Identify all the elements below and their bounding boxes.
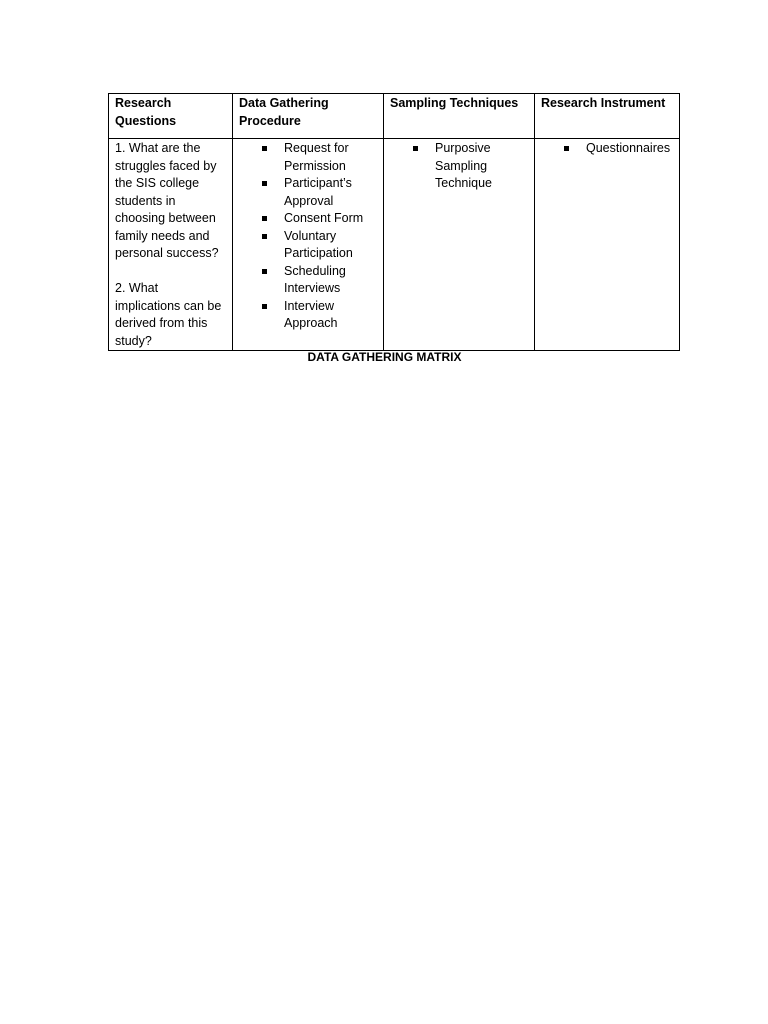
square-bullet-icon xyxy=(413,146,418,151)
square-bullet-icon xyxy=(262,181,267,186)
procedure-list xyxy=(239,140,377,333)
research-question-2: 2. What implications can be derived from this study? xyxy=(115,281,222,348)
cell-research-instrument xyxy=(535,139,680,351)
square-bullet-icon xyxy=(262,234,267,239)
list-item xyxy=(284,263,377,298)
list-item xyxy=(284,228,377,263)
procedure-item-label: Request for Permission xyxy=(284,141,349,173)
list-item xyxy=(284,175,377,210)
header-sampling-techniques: Sampling Techniques xyxy=(384,94,535,139)
header-research-instrument: Research Instrument xyxy=(535,94,680,139)
table-caption: DATA GATHERING MATRIX xyxy=(307,350,462,364)
square-bullet-icon xyxy=(262,146,267,151)
procedure-item-label: Interview Approach xyxy=(284,298,338,330)
list-item xyxy=(284,210,377,228)
square-bullet-icon xyxy=(262,304,267,309)
list-item xyxy=(284,140,377,175)
list-item xyxy=(586,140,673,158)
list-item xyxy=(435,140,528,193)
header-data-gathering-procedure: Data Gathering Procedure xyxy=(233,94,384,139)
procedure-item-label: Consent Form xyxy=(284,211,364,225)
cell-research-questions xyxy=(109,139,233,351)
cell-data-gathering-procedure xyxy=(233,139,384,351)
data-gathering-matrix-table xyxy=(108,93,680,351)
square-bullet-icon xyxy=(262,216,267,221)
sampling-list xyxy=(390,140,528,193)
procedure-item-label: Voluntary Participation xyxy=(284,228,353,260)
table-row xyxy=(109,139,680,351)
procedure-item-label: Participant’s Approval xyxy=(284,176,352,208)
question-spacer xyxy=(115,263,226,281)
table-header xyxy=(109,94,680,139)
instrument-list xyxy=(541,140,673,158)
header-research-questions: Research Questions xyxy=(109,94,233,139)
table-header-row xyxy=(109,94,680,139)
instrument-item-label: Questionnaires xyxy=(586,141,671,155)
square-bullet-icon xyxy=(564,146,569,151)
procedure-item-label: Scheduling Interviews xyxy=(284,263,346,295)
list-item xyxy=(284,298,377,333)
research-question-1: 1. What are the struggles faced by the SIS college students in choosing between family needs and personal success? xyxy=(115,141,219,260)
square-bullet-icon xyxy=(262,269,267,274)
sampling-item-label: Purposive Sampling Technique xyxy=(435,141,492,190)
table-body xyxy=(109,139,680,351)
cell-sampling-techniques xyxy=(384,139,535,351)
